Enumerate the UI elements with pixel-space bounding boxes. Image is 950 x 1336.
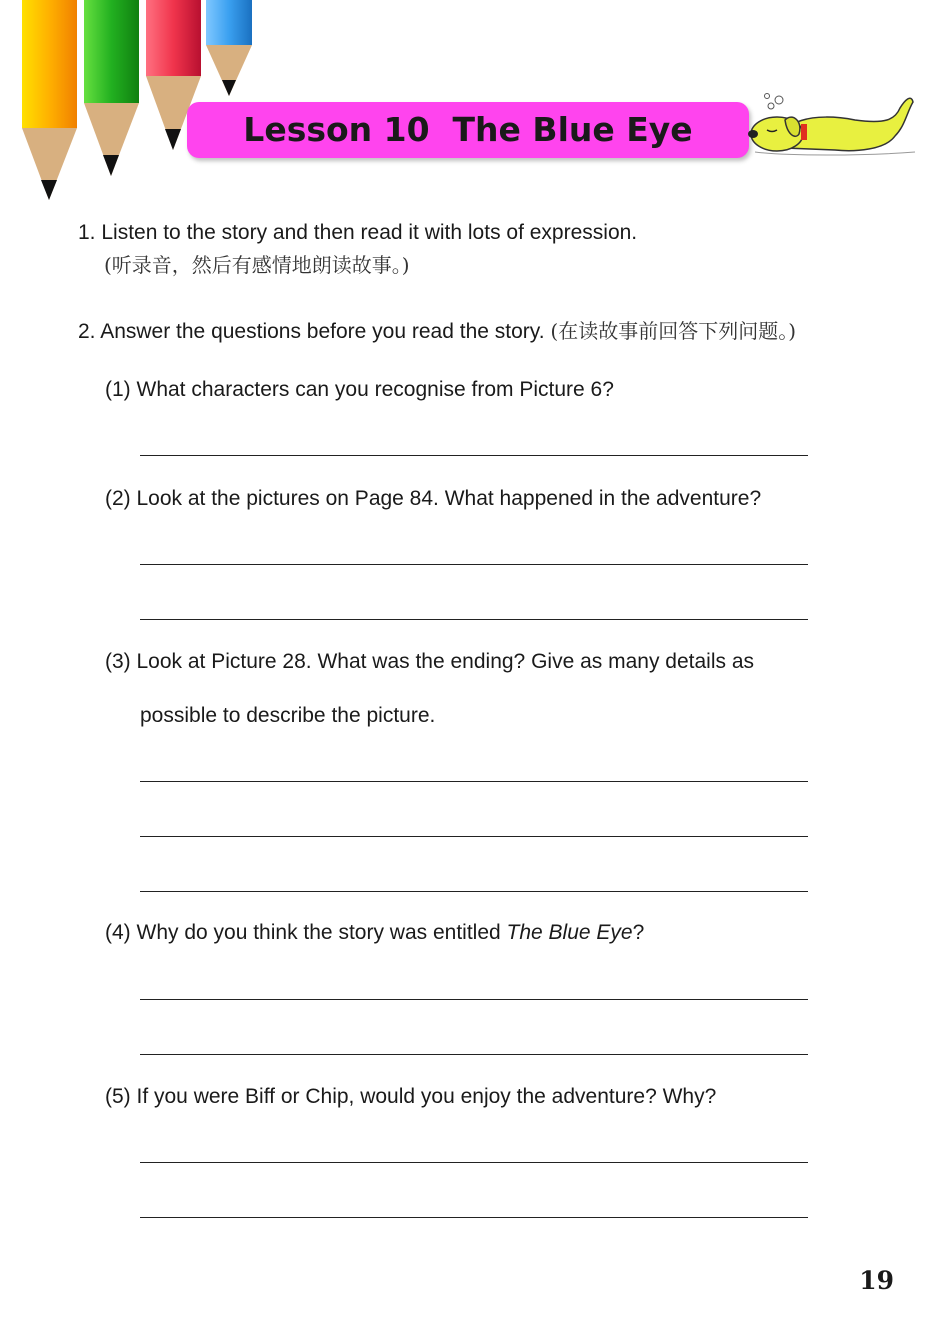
sub-question-4-mark: ? (632, 921, 645, 944)
answer-line[interactable] (140, 1162, 808, 1163)
blue-pencil (206, 0, 252, 96)
question-2-text: 2. Answer the questions before you read the story. (78, 320, 551, 343)
answer-line[interactable] (140, 999, 808, 1000)
answer-line[interactable] (140, 1217, 808, 1218)
green-pencil (84, 0, 139, 176)
answer-line[interactable] (140, 781, 808, 782)
answer-line[interactable] (140, 891, 808, 892)
lesson-title: Lesson 10 The Blue Eye (243, 110, 693, 149)
sleeping-dog-illustration (745, 90, 920, 160)
page-number: 19 (859, 1266, 894, 1295)
lesson-title-bar (187, 102, 749, 158)
answer-line[interactable] (140, 455, 808, 456)
question-2 (78, 317, 796, 346)
story-title: The Blue Eye (506, 921, 633, 944)
answer-line[interactable] (140, 564, 808, 565)
answer-line[interactable] (140, 619, 808, 620)
sub-question-4 (105, 919, 644, 947)
answer-line[interactable] (140, 836, 808, 837)
sub-question-4-text: (4) Why do you think the story was entitled (105, 921, 507, 944)
question-1-translation: (听录音，然后有感情地朗读故事。) (104, 253, 410, 277)
question-1: 1. Listen to the story and then read it with lots of expression. (78, 221, 638, 244)
question-2-translation: (在读故事前回答下列问题。) (550, 319, 796, 343)
sub-question-3: (3) Look at Picture 28. What was the ending? Give as many details as (105, 650, 755, 673)
yellow-pencil (22, 0, 77, 200)
sub-question-3-continued: possible to describe the picture. (140, 704, 436, 727)
answer-line[interactable] (140, 1054, 808, 1055)
sub-question-1: (1) What characters can you recognise from Picture 6? (105, 378, 614, 401)
sub-question-5: (5) If you were Biff or Chip, would you enjoy the adventure? Why? (105, 1085, 717, 1108)
sub-question-2: (2) Look at the pictures on Page 84. What happened in the adventure? (105, 487, 762, 510)
